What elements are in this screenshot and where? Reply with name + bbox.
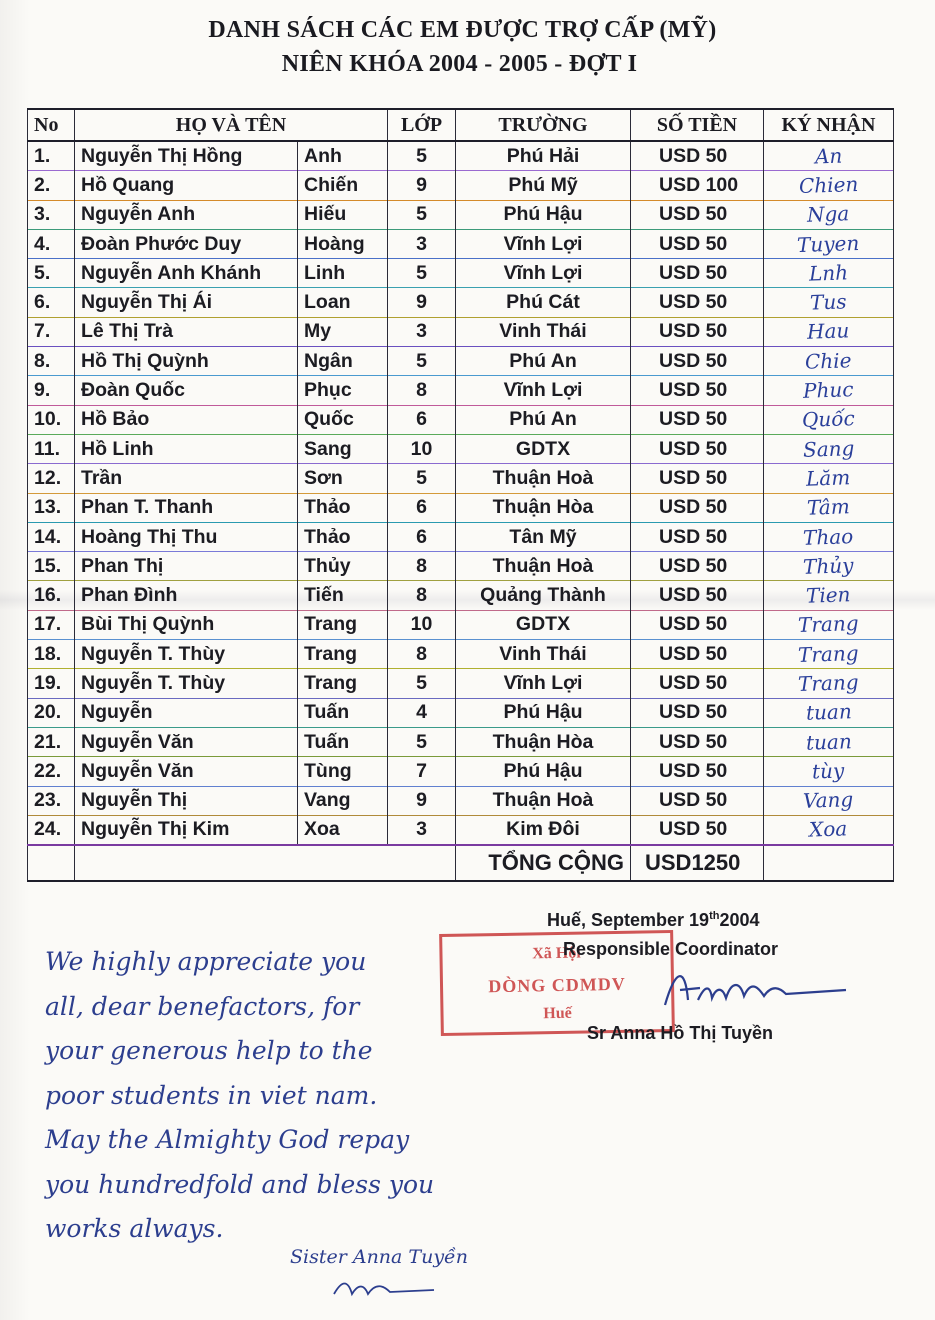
row-amount: USD 50 bbox=[631, 698, 764, 727]
handwritten-signature: Chie bbox=[804, 347, 853, 374]
row-first-name: Tiến bbox=[298, 581, 388, 610]
row-first-name: Trang bbox=[298, 610, 388, 639]
handwritten-signature: Trang bbox=[797, 669, 860, 697]
row-surname: Phan Đình bbox=[75, 581, 298, 610]
table-row bbox=[28, 317, 894, 346]
row-surname: Phan T. Thanh bbox=[75, 493, 298, 522]
handwritten-signature: Nga bbox=[806, 201, 851, 227]
row-first-name: Ngân bbox=[298, 347, 388, 376]
row-school: Thuận Hòa bbox=[456, 493, 631, 522]
row-amount: USD 50 bbox=[631, 522, 764, 551]
row-surname: Hồ Quang bbox=[75, 171, 298, 200]
row-amount: USD 50 bbox=[631, 493, 764, 522]
handwritten-signature: Xoa bbox=[808, 816, 849, 843]
row-number: 5. bbox=[28, 259, 75, 288]
row-school: Quảng Thành bbox=[456, 581, 631, 610]
row-surname: Lê Thị Trà bbox=[75, 317, 298, 346]
note-line: your generous help to the bbox=[45, 1036, 373, 1065]
row-amount: USD 50 bbox=[631, 376, 764, 405]
row-school: Phú Cát bbox=[456, 288, 631, 317]
row-surname: Nguyễn Thị Kim bbox=[75, 815, 298, 845]
total-label: TỔNG CỘNG bbox=[456, 845, 631, 881]
row-signature bbox=[764, 288, 894, 317]
row-grade: 9 bbox=[388, 288, 456, 317]
row-number: 9. bbox=[28, 376, 75, 405]
document-title: DANH SÁCH CÁC EM ĐƯỢC TRỢ CẤP (MỸ) bbox=[208, 17, 717, 43]
row-number: 23. bbox=[28, 786, 75, 815]
row-surname: Nguyễn Văn bbox=[75, 757, 298, 786]
table-row bbox=[28, 493, 894, 522]
coordinator-signature bbox=[660, 960, 850, 1020]
table-row bbox=[28, 552, 894, 581]
row-signature bbox=[764, 229, 894, 258]
row-surname: Nguyễn Thị bbox=[75, 786, 298, 815]
table-row bbox=[28, 376, 894, 405]
row-school: Phú Hậu bbox=[456, 757, 631, 786]
row-signature bbox=[764, 698, 894, 727]
handwritten-signature: Quốc bbox=[801, 406, 856, 433]
handwritten-signature: Trang bbox=[797, 640, 860, 667]
row-grade: 4 bbox=[388, 698, 456, 727]
note-line: you hundredfold and bless you bbox=[45, 1169, 435, 1199]
row-amount: USD 50 bbox=[631, 610, 764, 639]
row-surname: Đoàn Quốc bbox=[75, 376, 298, 405]
row-surname: Nguyễn Anh Khánh bbox=[75, 259, 298, 288]
handwritten-signature: Tien bbox=[805, 582, 852, 608]
header-amount: SỐ TIỀN bbox=[631, 109, 764, 141]
row-surname: Hồ Bảo bbox=[75, 405, 298, 434]
table-row bbox=[28, 434, 894, 463]
handwritten-signature: Hau bbox=[806, 318, 851, 345]
coordinator-name: Sr Anna Hồ Thị Tuyền bbox=[587, 1023, 774, 1043]
row-grade: 5 bbox=[388, 464, 456, 493]
row-school: Phú An bbox=[456, 347, 631, 376]
table-row bbox=[28, 727, 894, 756]
total-empty bbox=[764, 845, 894, 881]
note-line: works always. bbox=[45, 1214, 224, 1243]
table-row bbox=[28, 171, 894, 200]
row-surname: Bùi Thị Quỳnh bbox=[75, 610, 298, 639]
table-row bbox=[28, 347, 894, 376]
row-amount: USD 50 bbox=[631, 727, 764, 756]
row-grade: 6 bbox=[388, 522, 456, 551]
row-first-name: Sơn bbox=[298, 464, 388, 493]
row-surname: Nguyễn Thị Hồng bbox=[75, 141, 298, 171]
row-first-name: Trang bbox=[298, 640, 388, 669]
row-signature bbox=[764, 815, 894, 845]
table-body bbox=[28, 141, 894, 881]
row-school: Vĩnh Lợi bbox=[456, 669, 631, 698]
row-surname: Đoàn Phước Duy bbox=[75, 229, 298, 258]
row-school: Vĩnh Lợi bbox=[456, 259, 631, 288]
row-school: Phú Hải bbox=[456, 141, 631, 171]
row-grade: 8 bbox=[388, 581, 456, 610]
row-grade: 7 bbox=[388, 757, 456, 786]
row-signature bbox=[764, 317, 894, 346]
row-first-name: My bbox=[298, 317, 388, 346]
row-number: 24. bbox=[28, 815, 75, 845]
row-first-name: Hoàng bbox=[298, 229, 388, 258]
row-school: Tân Mỹ bbox=[456, 522, 631, 551]
handwritten-signature: An bbox=[814, 143, 843, 169]
handwritten-signature: tùy bbox=[811, 758, 846, 784]
row-first-name: Thủy bbox=[298, 552, 388, 581]
total-row bbox=[28, 845, 894, 881]
row-signature bbox=[764, 434, 894, 463]
row-number: 21. bbox=[28, 727, 75, 756]
row-school: GDTX bbox=[456, 610, 631, 639]
row-school: Vinh Thái bbox=[456, 640, 631, 669]
table-row bbox=[28, 141, 894, 171]
row-amount: USD 50 bbox=[631, 464, 764, 493]
row-number: 3. bbox=[28, 200, 75, 229]
table-row bbox=[28, 815, 894, 845]
row-signature bbox=[764, 171, 894, 200]
row-amount: USD 50 bbox=[631, 288, 764, 317]
row-grade: 5 bbox=[388, 347, 456, 376]
row-school: Vĩnh Lợi bbox=[456, 229, 631, 258]
coordinator-role: Responsible Coordinator bbox=[563, 939, 779, 959]
handwritten-signature: Lăm bbox=[806, 465, 851, 491]
table-row bbox=[28, 405, 894, 434]
row-number: 10. bbox=[28, 405, 75, 434]
row-first-name: Tuấn bbox=[298, 698, 388, 727]
row-number: 1. bbox=[28, 141, 75, 171]
handwritten-signature: Tuyen bbox=[796, 230, 861, 257]
handwritten-signature: Thao bbox=[803, 523, 854, 550]
row-grade: 6 bbox=[388, 405, 456, 434]
row-grade: 8 bbox=[388, 552, 456, 581]
row-first-name: Phục bbox=[298, 376, 388, 405]
row-grade: 5 bbox=[388, 669, 456, 698]
handwritten-signature: tuan bbox=[805, 728, 852, 755]
handwritten-signature: Sang bbox=[802, 435, 855, 462]
table-row bbox=[28, 757, 894, 786]
handwritten-signature: tuan bbox=[805, 699, 852, 726]
row-amount: USD 50 bbox=[631, 786, 764, 815]
row-signature bbox=[764, 405, 894, 434]
row-amount: USD 50 bbox=[631, 434, 764, 463]
row-school: Kim Đôi bbox=[456, 815, 631, 845]
row-surname: Hoàng Thị Thu bbox=[75, 522, 298, 551]
table-row bbox=[28, 698, 894, 727]
row-signature bbox=[764, 640, 894, 669]
row-signature bbox=[764, 347, 894, 376]
row-grade: 5 bbox=[388, 259, 456, 288]
row-grade: 8 bbox=[388, 640, 456, 669]
table-row bbox=[28, 259, 894, 288]
row-school: Vĩnh Lợi bbox=[456, 376, 631, 405]
row-amount: USD 50 bbox=[631, 669, 764, 698]
row-signature bbox=[764, 200, 894, 229]
row-school: Phú Hậu bbox=[456, 200, 631, 229]
row-first-name: Thảo bbox=[298, 522, 388, 551]
row-number: 22. bbox=[28, 757, 75, 786]
row-surname: Nguyễn Thị Ái bbox=[75, 288, 298, 317]
row-amount: USD 50 bbox=[631, 229, 764, 258]
handwritten-signature: Lnh bbox=[808, 260, 849, 286]
note-line: poor students in viet nam. bbox=[45, 1080, 378, 1110]
handwritten-signature: Tâm bbox=[806, 494, 851, 520]
row-number: 2. bbox=[28, 171, 75, 200]
row-surname: Nguyễn T. Thùy bbox=[75, 669, 298, 698]
table-row bbox=[28, 610, 894, 639]
row-amount: USD 50 bbox=[631, 317, 764, 346]
table-row bbox=[28, 669, 894, 698]
note-scribble bbox=[330, 1276, 440, 1300]
row-grade: 5 bbox=[388, 141, 456, 171]
header-name: HỌ VÀ TÊN bbox=[75, 109, 388, 141]
total-empty bbox=[28, 845, 75, 881]
row-signature bbox=[764, 522, 894, 551]
row-grade: 5 bbox=[388, 200, 456, 229]
student-table bbox=[27, 108, 894, 882]
row-first-name: Trang bbox=[298, 669, 388, 698]
row-number: 7. bbox=[28, 317, 75, 346]
row-grade: 8 bbox=[388, 376, 456, 405]
row-number: 18. bbox=[28, 640, 75, 669]
note-signature: Sister Anna Tuyền bbox=[290, 1246, 468, 1268]
header-number: No bbox=[28, 109, 75, 141]
row-grade: 3 bbox=[388, 229, 456, 258]
handwritten-note bbox=[45, 940, 515, 1252]
row-number: 19. bbox=[28, 669, 75, 698]
row-signature bbox=[764, 141, 894, 171]
row-first-name: Quốc bbox=[298, 405, 388, 434]
row-grade: 10 bbox=[388, 610, 456, 639]
row-grade: 6 bbox=[388, 493, 456, 522]
row-signature bbox=[764, 464, 894, 493]
place-date: Huế, September 19th2004 bbox=[547, 910, 760, 930]
row-amount: USD 50 bbox=[631, 259, 764, 288]
handwritten-signature: Vang bbox=[802, 787, 855, 814]
note-line: We highly appreciate you bbox=[45, 947, 367, 976]
row-amount: USD 50 bbox=[631, 581, 764, 610]
table-row bbox=[28, 581, 894, 610]
row-number: 13. bbox=[28, 493, 75, 522]
row-amount: USD 50 bbox=[631, 640, 764, 669]
row-first-name: Linh bbox=[298, 259, 388, 288]
row-first-name: Anh bbox=[298, 141, 388, 171]
row-first-name: Sang bbox=[298, 434, 388, 463]
note-line: all, dear benefactors, for bbox=[45, 991, 360, 1021]
row-surname: Nguyễn Anh bbox=[75, 200, 298, 229]
row-amount: USD 50 bbox=[631, 757, 764, 786]
row-grade: 9 bbox=[388, 171, 456, 200]
row-amount: USD 50 bbox=[631, 405, 764, 434]
handwritten-signature: Trang bbox=[797, 611, 860, 638]
row-number: 14. bbox=[28, 522, 75, 551]
row-signature bbox=[764, 757, 894, 786]
row-signature bbox=[764, 259, 894, 288]
row-amount: USD 50 bbox=[631, 347, 764, 376]
total-empty bbox=[75, 845, 456, 881]
row-first-name: Tùng bbox=[298, 757, 388, 786]
row-surname: Phan Thị bbox=[75, 552, 298, 581]
row-school: Thuận Hòa bbox=[456, 727, 631, 756]
row-signature bbox=[764, 581, 894, 610]
row-grade: 3 bbox=[388, 317, 456, 346]
table-row bbox=[28, 229, 894, 258]
row-school: Thuận Hoà bbox=[456, 786, 631, 815]
table-row bbox=[28, 464, 894, 493]
row-first-name: Tuấn bbox=[298, 727, 388, 756]
row-signature bbox=[764, 610, 894, 639]
document-subtitle: NIÊN KHÓA 2004 - 2005 - ĐỢT I bbox=[281, 51, 638, 77]
header-grade: LỚP bbox=[388, 109, 456, 141]
row-number: 17. bbox=[28, 610, 75, 639]
row-surname: Trần bbox=[75, 464, 298, 493]
row-school: Thuận Hoà bbox=[456, 464, 631, 493]
row-first-name: Chiến bbox=[298, 171, 388, 200]
row-number: 12. bbox=[28, 464, 75, 493]
row-amount: USD 100 bbox=[631, 171, 764, 200]
row-surname: Nguyễn Văn bbox=[75, 727, 298, 756]
row-first-name: Loan bbox=[298, 288, 388, 317]
row-amount: USD 50 bbox=[631, 141, 764, 171]
row-grade: 10 bbox=[388, 434, 456, 463]
row-number: 16. bbox=[28, 581, 75, 610]
table-row bbox=[28, 640, 894, 669]
row-amount: USD 50 bbox=[631, 200, 764, 229]
note-line: May the Almighty God repay bbox=[45, 1125, 410, 1154]
table-header-row bbox=[28, 109, 894, 141]
row-amount: USD 50 bbox=[631, 552, 764, 581]
row-school: Phú Mỹ bbox=[456, 171, 631, 200]
row-first-name: Vang bbox=[298, 786, 388, 815]
row-amount: USD 50 bbox=[631, 815, 764, 845]
row-grade: 9 bbox=[388, 786, 456, 815]
handwritten-signature: Phuc bbox=[802, 377, 855, 403]
handwritten-signature: Thủy bbox=[802, 552, 855, 579]
table-row bbox=[28, 522, 894, 551]
row-surname: Nguyễn bbox=[75, 698, 298, 727]
row-signature bbox=[764, 786, 894, 815]
row-school: Thuận Hoà bbox=[456, 552, 631, 581]
row-surname: Hồ Thị Quỳnh bbox=[75, 347, 298, 376]
total-amount: USD1250 bbox=[631, 845, 764, 881]
row-grade: 3 bbox=[388, 815, 456, 845]
row-school: Phú An bbox=[456, 405, 631, 434]
row-first-name: Xoa bbox=[298, 815, 388, 845]
row-school: Vinh Thái bbox=[456, 317, 631, 346]
row-number: 4. bbox=[28, 229, 75, 258]
table-row bbox=[28, 200, 894, 229]
row-number: 20. bbox=[28, 698, 75, 727]
row-school: GDTX bbox=[456, 434, 631, 463]
row-surname: Hồ Linh bbox=[75, 434, 298, 463]
handwritten-signature: Tus bbox=[809, 289, 848, 315]
handwritten-signature: Chien bbox=[798, 171, 859, 198]
row-signature bbox=[764, 493, 894, 522]
row-number: 6. bbox=[28, 288, 75, 317]
row-signature bbox=[764, 727, 894, 756]
table-row bbox=[28, 786, 894, 815]
row-school: Phú Hậu bbox=[456, 698, 631, 727]
row-number: 15. bbox=[28, 552, 75, 581]
row-surname: Nguyễn T. Thùy bbox=[75, 640, 298, 669]
row-first-name: Thảo bbox=[298, 493, 388, 522]
row-number: 11. bbox=[28, 434, 75, 463]
header-school: TRƯỜNG bbox=[456, 109, 631, 141]
row-signature bbox=[764, 669, 894, 698]
row-number: 8. bbox=[28, 347, 75, 376]
row-signature bbox=[764, 552, 894, 581]
table-row bbox=[28, 288, 894, 317]
header-signature: KÝ NHẬN bbox=[764, 109, 894, 141]
row-grade: 5 bbox=[388, 727, 456, 756]
row-first-name: Hiếu bbox=[298, 200, 388, 229]
row-signature bbox=[764, 376, 894, 405]
organization-stamp: Xã Hội DÒNG CDMDV Huế bbox=[439, 930, 675, 1036]
